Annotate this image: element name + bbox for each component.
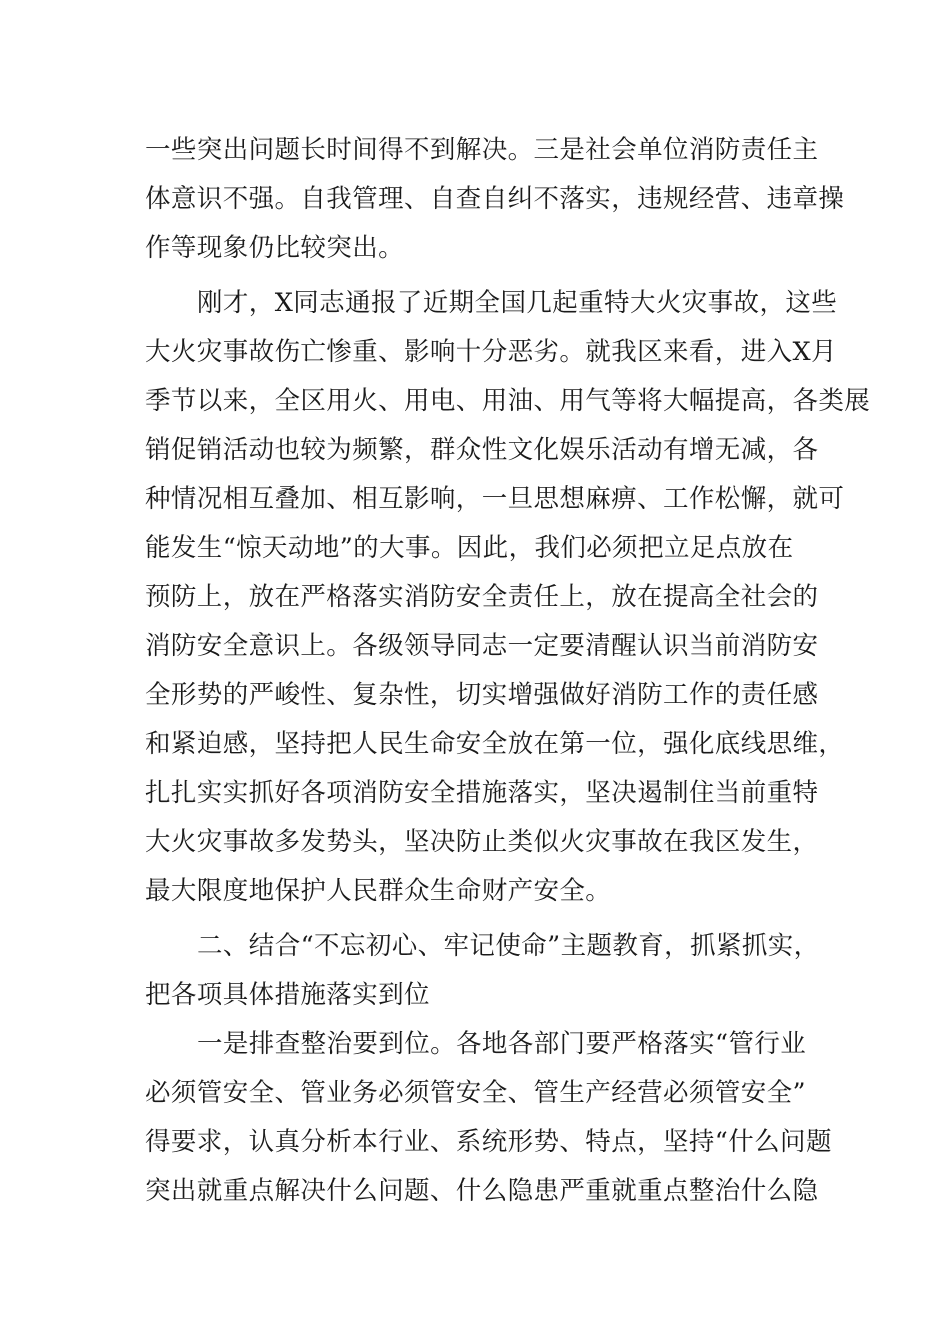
text-line: 作等现象仍比较突出。 (145, 233, 405, 263)
text-line: 季节以来，全区用火、用电、用油、用气等将大幅提高，各类展 (145, 386, 871, 416)
text-line: 全形势的严峻性、复杂性，切实增强做好消防工作的责任感 (145, 680, 819, 710)
text-line: 得要求，认真分析本行业、系统形势、特点，坚持“什么问题 (145, 1127, 832, 1157)
text-line: 必须管安全、管业务必须管安全、管生产经营必须管安全” (145, 1078, 806, 1108)
paragraph-1 (145, 126, 845, 273)
text-line: 种情况相互叠加、相互影响，一旦思想麻痹、工作松懈，就可 (145, 484, 845, 514)
text-line: 突出就重点解决什么问题、什么隐患严重就重点整治什么隐 (145, 1176, 819, 1206)
section-heading (145, 922, 820, 1020)
text-line: 刚才，X同志通报了近期全国几起重特大火灾事故，这些 (197, 288, 838, 318)
text-line: 一是排查整治要到位。各地各部门要严格落实“管行业 (197, 1029, 807, 1059)
text-line: 最大限度地保护人民群众生命财产安全。 (145, 876, 612, 906)
paragraph-4 (145, 1020, 832, 1216)
text-line: 大火灾事故多发势头，坚决防止类似火灾事故在我区发生， (145, 827, 819, 857)
text-line: 销促销活动也较为频繁，群众性文化娱乐活动有增无减，各 (145, 435, 819, 465)
heading-line: 二、结合“不忘初心、牢记使命”主题教育，抓紧抓实， (197, 931, 820, 961)
text-line: 大火灾事故伤亡惨重、影响十分恶劣。就我区来看，进入X月 (145, 337, 837, 367)
text-line: 预防上，放在严格落实消防安全责任上，放在提高全社会的 (145, 582, 819, 612)
text-line: 能发生“惊天动地”的大事。因此，我们必须把立足点放在 (145, 533, 794, 563)
text-line: 一些突出问题长时间得不到解决。三是社会单位消防责任主 (145, 135, 819, 165)
text-line: 体意识不强。自我管理、自查自纠不落实，违规经营、违章操 (145, 184, 845, 214)
document-body (145, 126, 871, 1216)
heading-line: 把各项具体措施落实到位 (145, 980, 430, 1010)
text-line: 和紧迫感，坚持把人民生命安全放在第一位，强化底线思维， (145, 729, 845, 759)
text-line: 扎扎实实抓好各项消防安全措施落实，坚决遏制住当前重特 (145, 778, 819, 808)
text-line: 消防安全意识上。各级领导同志一定要清醒认识当前消防安 (145, 631, 819, 661)
paragraph-2 (145, 279, 871, 916)
